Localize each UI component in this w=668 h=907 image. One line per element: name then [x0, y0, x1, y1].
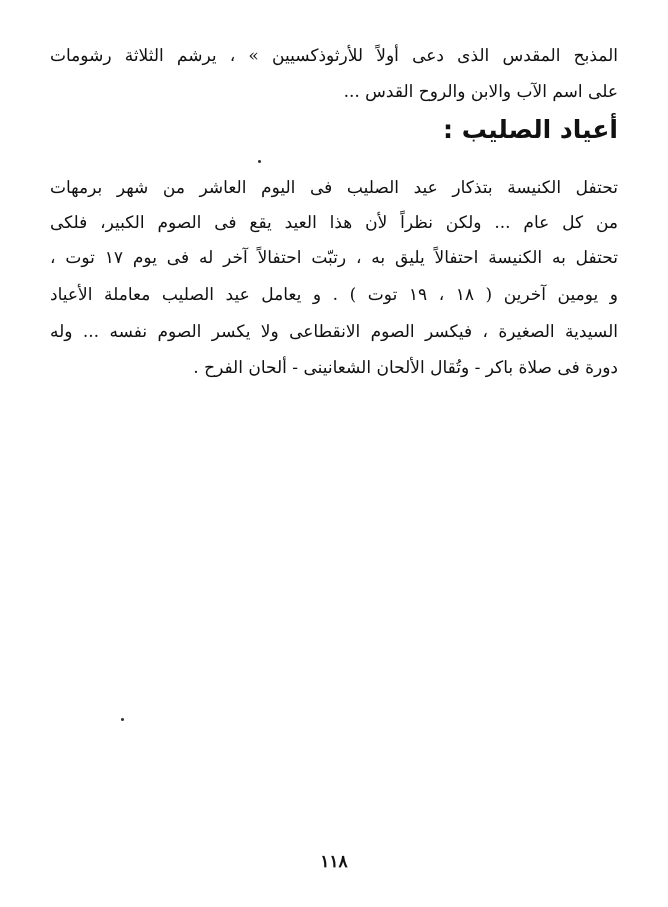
section-heading: أعياد الصليب :: [443, 115, 618, 144]
top-paragraph-line: على اسم الآب والابن والروح القدس ...: [343, 82, 618, 102]
body-paragraph-line: تحتفل الكنيسة بتذكار عيد الصليب فى اليوم العاشر من شهر برمهات: [50, 178, 618, 198]
top-paragraph-line: المذبح المقدس الذى دعى أولاً للأرثوذكسيين » ، يرشم الثلاثة رشومات: [50, 46, 618, 66]
page-number: ١١٨: [320, 852, 348, 872]
print-speck: [258, 160, 261, 163]
print-speck: [121, 718, 124, 721]
body-paragraph-line: السيدية الصغيرة ، فيكسر الصوم الانقطاعى ولا يكسر الصوم نفسه ... وله: [50, 322, 618, 342]
body-paragraph-line: تحتفل به الكنيسة احتفالاً يليق به ، رتبّت احتفالاً آخر له فى يوم ١٧ توت ،: [50, 248, 618, 268]
body-paragraph-line: و يومين آخرين ( ١٨ ، ١٩ توت ) . و يعامل عيد الصليب معاملة الأعياد: [50, 285, 619, 305]
body-paragraph-line: دورة فى صلاة باكر - وتُقال الألحان الشعانينى - ألحان الفرح .: [193, 358, 618, 378]
body-paragraph-line: من كل عام ... ولكن نظراً لأن هذا العيد يقع فى الصوم الكبير، فلكى: [50, 213, 618, 233]
